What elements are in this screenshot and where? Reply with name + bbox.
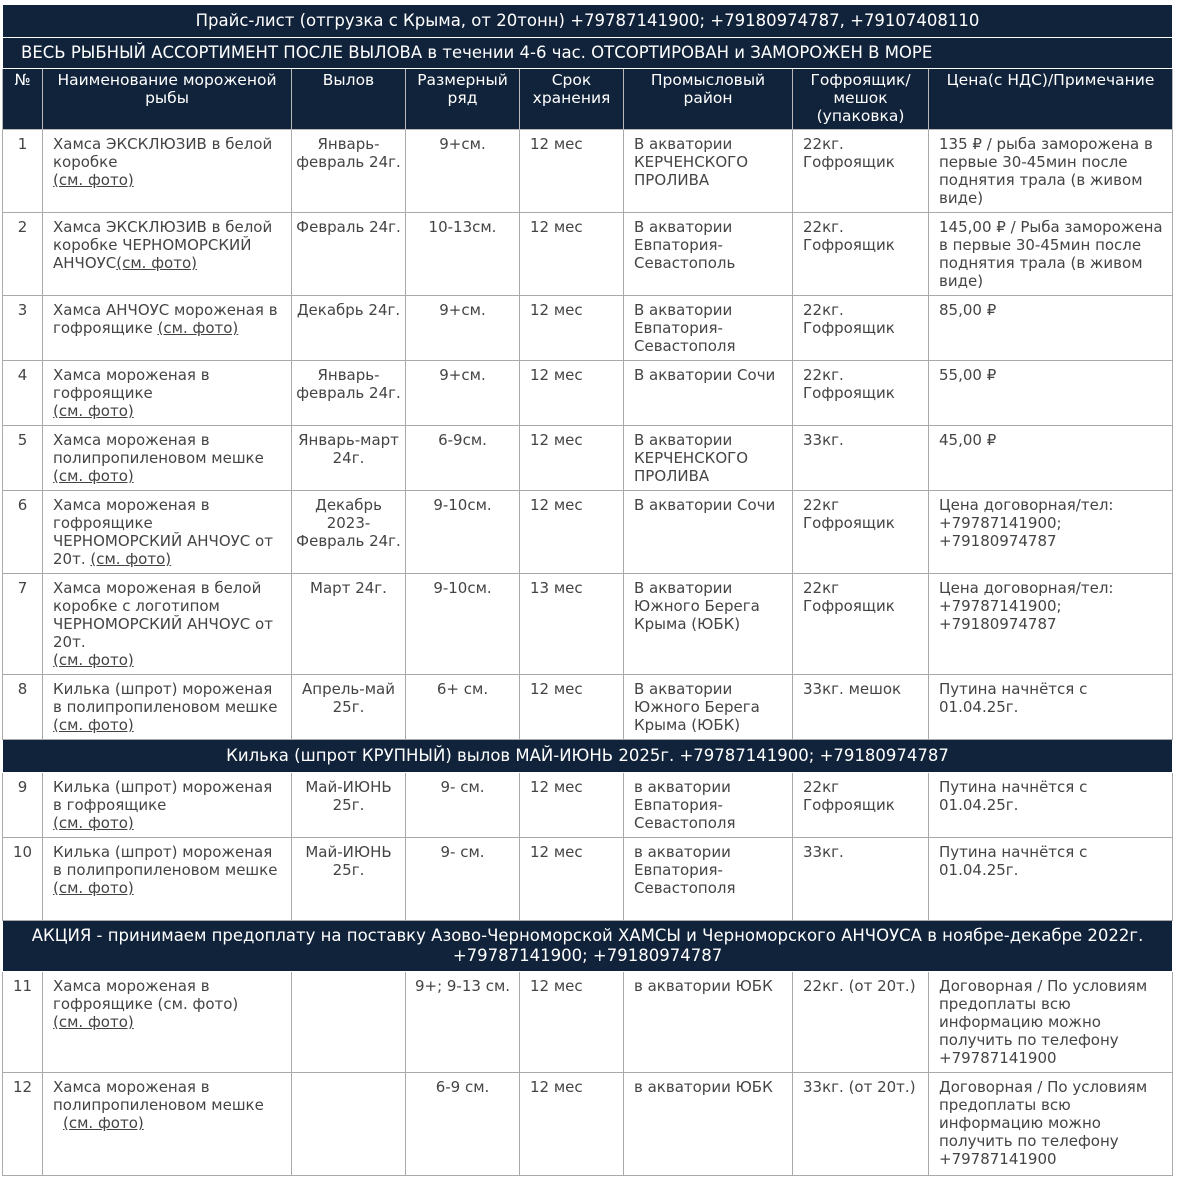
cell-area xyxy=(624,972,793,1073)
cell-price-text: 135 ₽ / рыба заморожена в первые 30-45мин после поднятия трала (в живом виде) xyxy=(939,135,1153,207)
col-header-pack: Гофроящик/ мешок (упаковка) xyxy=(793,69,929,130)
cell-catch-text: Январь-февраль 24г. xyxy=(296,366,401,402)
cell-num-text: 1 xyxy=(17,135,28,153)
cell-num-text: 6 xyxy=(17,496,28,514)
cell-num xyxy=(3,773,43,838)
cell-area-text: В акватории Южного Берега Крыма (ЮБК) xyxy=(634,579,760,633)
cell-size-text: 9+см. xyxy=(439,135,486,153)
cell-num-text: 7 xyxy=(17,579,28,597)
cell-area-text: В акватории Сочи xyxy=(634,366,776,384)
cell-num-text: 11 xyxy=(12,977,33,995)
table-row xyxy=(3,296,1173,361)
cell-price-text: 45,00 ₽ xyxy=(939,431,997,449)
cell-num xyxy=(3,426,43,491)
cell-price-text: Путина начнётся с 01.04.25г. xyxy=(939,778,1088,814)
cell-num xyxy=(3,838,43,921)
cell-catch xyxy=(292,675,406,740)
table-row xyxy=(3,213,1173,296)
title-row xyxy=(3,5,1173,38)
cell-catch-text: Май-ИЮНЬ 25г. xyxy=(305,843,392,879)
cell-catch-text: Февраль 24г. xyxy=(296,218,401,236)
cell-size-text: 9-10см. xyxy=(433,496,492,514)
cell-name-text: Хамса мороженая в белой коробке с логотипом ЧЕРНОМОРСКИЙ АНЧОУС от 20т. xyxy=(53,579,273,651)
cell-catch xyxy=(292,972,406,1073)
section-sprat-title: Килька (шпрот КРУПНЫЙ) вылов МАЙ-ИЮНЬ 2025г. +79787141900; +79180974787 xyxy=(3,740,1173,773)
col-header-name: Наименование мороженой рыбы xyxy=(43,69,292,130)
cell-shelf-text: 12 мес xyxy=(530,431,583,449)
cell-area xyxy=(624,491,793,574)
cell-name-text: Килька (шпрот) мороженая в полипропиленовом мешке xyxy=(53,680,278,716)
photo-link[interactable]: (см. фото) xyxy=(53,402,134,420)
cell-name xyxy=(43,773,292,838)
cell-price-text: Цена договорная/тел: +79787141900; +79180974787 xyxy=(939,496,1114,550)
cell-size-text: 9+см. xyxy=(439,301,486,319)
section-promo-rows xyxy=(3,972,1173,1176)
cell-size-text: 6+ см. xyxy=(436,680,489,698)
cell-num xyxy=(3,361,43,426)
cell-area xyxy=(624,838,793,921)
cell-size xyxy=(406,675,520,740)
cell-name-text: Хамса ЭКСКЛЮЗИВ в белой коробке ЧЕРНОМОРСКИЙ АНЧОУС xyxy=(53,218,273,272)
cell-num-text: 8 xyxy=(17,680,28,698)
cell-area-text: в акватории Евпатория-Севастополя xyxy=(634,843,736,897)
cell-area xyxy=(624,361,793,426)
cell-pack xyxy=(793,491,929,574)
cell-num xyxy=(3,675,43,740)
cell-shelf xyxy=(520,1073,624,1176)
cell-size-text: 10-13см. xyxy=(428,218,497,236)
table-row xyxy=(3,773,1173,838)
cell-shelf xyxy=(520,426,624,491)
cell-size-text: 6-9 см. xyxy=(435,1078,490,1096)
cell-catch-text: Апрель-май 25г. xyxy=(302,680,395,716)
cell-size xyxy=(406,361,520,426)
table-row xyxy=(3,1073,1173,1176)
cell-area-text: В акватории Южного Берега Крыма (ЮБК) xyxy=(634,680,760,734)
col-header-size: Размерный ряд xyxy=(406,69,520,130)
cell-pack xyxy=(793,213,929,296)
cell-name xyxy=(43,491,292,574)
cell-catch xyxy=(292,426,406,491)
cell-price xyxy=(929,130,1173,213)
cell-area-text: в акватории Евпатория-Севастополя xyxy=(634,778,736,832)
cell-price xyxy=(929,972,1173,1073)
cell-size xyxy=(406,1073,520,1176)
cell-pack xyxy=(793,972,929,1073)
cell-name xyxy=(43,296,292,361)
photo-link[interactable]: (см. фото) xyxy=(157,319,239,337)
cell-catch-text: Декабрь 2023-Февраль 24г. xyxy=(296,496,401,550)
cell-area xyxy=(624,296,793,361)
page-title: Прайс-лист (отгрузка с Крыма, от 20тонн) +79787141900; +79180974787, +79107408110 xyxy=(3,5,1173,38)
cell-pack xyxy=(793,130,929,213)
cell-shelf xyxy=(520,574,624,675)
cell-name xyxy=(43,838,292,921)
cell-price xyxy=(929,296,1173,361)
col-header-price: Цена(с НДС)/Примечание xyxy=(929,69,1173,130)
cell-name xyxy=(43,361,292,426)
cell-size xyxy=(406,838,520,921)
cell-catch xyxy=(292,838,406,921)
cell-name-text: Хамса АНЧОУС мороженая в гофроящике xyxy=(53,301,278,337)
cell-shelf xyxy=(520,491,624,574)
cell-num xyxy=(3,574,43,675)
cell-price xyxy=(929,773,1173,838)
cell-shelf xyxy=(520,773,624,838)
cell-num-text: 9 xyxy=(17,778,28,796)
cell-price-text: 85,00 ₽ xyxy=(939,301,997,319)
cell-area xyxy=(624,213,793,296)
cell-pack-text: 33кг. (от 20т.) xyxy=(803,1078,916,1096)
cell-area-text: в акватории ЮБК xyxy=(634,1078,773,1096)
cell-pack-text: 22кг Гофроящик xyxy=(803,579,895,615)
cell-name xyxy=(43,972,292,1073)
cell-size xyxy=(406,296,520,361)
col-header-shelf: Срок хранения xyxy=(520,69,624,130)
cell-price-text: Договорная / По условиям предоплаты всю информацию можно получить по телефону +79787141900 xyxy=(939,977,1148,1067)
cell-price-text: Цена договорная/тел: +79787141900; +79180974787 xyxy=(939,579,1114,633)
cell-name xyxy=(43,426,292,491)
cell-price-text: Договорная / По условиям предоплаты всю информацию можно получить по телефону +79787141900 xyxy=(939,1078,1148,1168)
cell-name-text: Хамса мороженая в полипропиленовом мешке xyxy=(53,1078,264,1114)
cell-shelf-text: 12 мес xyxy=(530,977,583,995)
cell-price-text: 145,00 ₽ / Рыба заморожена в первые 30-45мин после поднятия трала (в живом виде) xyxy=(939,218,1163,290)
cell-shelf xyxy=(520,972,624,1073)
photo-link[interactable]: (см. фото) xyxy=(116,254,197,272)
cell-pack xyxy=(793,361,929,426)
cell-catch-text: Январь-февраль 24г. xyxy=(296,135,401,171)
cell-pack xyxy=(793,574,929,675)
cell-area xyxy=(624,426,793,491)
price-list-container xyxy=(2,4,1172,1176)
cell-shelf xyxy=(520,130,624,213)
cell-price-text: Путина начнётся с 01.04.25г. xyxy=(939,680,1088,716)
cell-pack-text: 22кг. Гофроящик xyxy=(803,366,895,402)
cell-num-text: 5 xyxy=(17,431,28,449)
cell-name-text: Килька (шпрот) мороженая в полипропиленовом мешке xyxy=(53,843,278,879)
cell-size-text: 9- см. xyxy=(440,843,485,861)
cell-pack-text: 22кг Гофроящик xyxy=(803,778,895,814)
cell-pack-text: 22кг Гофроящик xyxy=(803,496,895,532)
cell-catch xyxy=(292,213,406,296)
cell-catch xyxy=(292,1073,406,1176)
cell-pack-text: 22кг. Гофроящик xyxy=(803,301,895,337)
cell-price xyxy=(929,491,1173,574)
table-row xyxy=(3,491,1173,574)
table-row xyxy=(3,130,1173,213)
photo-link[interactable]: (см. фото) xyxy=(53,1013,134,1031)
cell-size xyxy=(406,491,520,574)
photo-link[interactable]: (см. фото) xyxy=(53,814,134,832)
cell-catch xyxy=(292,130,406,213)
cell-shelf-text: 12 мес xyxy=(530,218,583,236)
cell-shelf xyxy=(520,675,624,740)
cell-price xyxy=(929,213,1173,296)
cell-price xyxy=(929,675,1173,740)
cell-pack xyxy=(793,426,929,491)
cell-area-text: В акватории Сочи xyxy=(634,496,776,514)
cell-area-text: В акватории КЕРЧЕНСКОГО ПРОЛИВА xyxy=(634,431,749,485)
cell-shelf-text: 12 мес xyxy=(530,366,583,384)
cell-catch xyxy=(292,361,406,426)
cell-num xyxy=(3,1073,43,1176)
cell-shelf xyxy=(520,838,624,921)
cell-pack xyxy=(793,675,929,740)
cell-name-text: Хамса мороженая в гофроящике (см. фото) xyxy=(53,977,239,1013)
photo-link[interactable]: (см. фото) xyxy=(53,879,134,897)
cell-shelf xyxy=(520,213,624,296)
cell-catch-text: Январь-март 24г. xyxy=(298,431,399,467)
cell-name-text: Хамса мороженая в гофроящике xyxy=(53,366,210,402)
cell-shelf-text: 12 мес xyxy=(530,843,583,861)
section-sprat-rows xyxy=(3,773,1173,921)
cell-size xyxy=(406,213,520,296)
cell-name-text: Хамса мороженая в полипропиленовом мешке xyxy=(53,431,264,467)
cell-size-text: 9+см. xyxy=(439,366,486,384)
cell-shelf-text: 12 мес xyxy=(530,135,583,153)
cell-size-text: 6-9см. xyxy=(438,431,487,449)
subtitle-row xyxy=(3,38,1173,69)
cell-price-text: 55,00 ₽ xyxy=(939,366,997,384)
col-header-num: № xyxy=(3,69,43,130)
cell-area xyxy=(624,130,793,213)
cell-price xyxy=(929,1073,1173,1176)
cell-size-text: 9+; 9-13 см. xyxy=(414,977,511,995)
cell-catch-text: Май-ИЮНЬ 25г. xyxy=(305,778,392,814)
cell-catch xyxy=(292,773,406,838)
cell-shelf xyxy=(520,296,624,361)
cell-catch xyxy=(292,296,406,361)
section-main-rows xyxy=(3,130,1173,740)
cell-area-text: В акватории КЕРЧЕНСКОГО ПРОЛИВА xyxy=(634,135,749,189)
cell-num xyxy=(3,491,43,574)
cell-pack xyxy=(793,1073,929,1176)
cell-name-text: Хамса ЭКСКЛЮЗИВ в белой коробке xyxy=(53,135,273,171)
photo-link-wrap xyxy=(53,1114,144,1132)
cell-size xyxy=(406,972,520,1073)
cell-shelf-text: 12 мес xyxy=(530,778,583,796)
cell-shelf xyxy=(520,361,624,426)
cell-catch xyxy=(292,491,406,574)
cell-price xyxy=(929,574,1173,675)
cell-area xyxy=(624,773,793,838)
cell-num xyxy=(3,130,43,213)
cell-name-text: Хамса мороженая в гофроящике ЧЕРНОМОРСКИЙ АНЧОУС от 20т. xyxy=(53,496,273,568)
cell-num xyxy=(3,972,43,1073)
cell-price xyxy=(929,838,1173,921)
price-table xyxy=(2,4,1173,1176)
table-row xyxy=(3,574,1173,675)
table-row xyxy=(3,972,1173,1073)
cell-pack xyxy=(793,838,929,921)
cell-name xyxy=(43,675,292,740)
page-subtitle: ВЕСЬ РЫБНЫЙ АССОРТИМЕНТ ПОСЛЕ ВЫЛОВА в течении 4-6 час. ОТСОРТИРОВАН и ЗАМОРОЖЕН В МОРЕ xyxy=(3,38,1173,69)
cell-pack-text: 33кг. мешок xyxy=(803,680,902,698)
col-header-catch: Вылов xyxy=(292,69,406,130)
cell-size-text: 9- см. xyxy=(440,778,485,796)
cell-area-text: В акватории Евпатория-Севастополя xyxy=(634,301,736,355)
photo-link[interactable]: (см. фото) xyxy=(63,1114,144,1132)
table-row xyxy=(3,426,1173,491)
cell-size xyxy=(406,426,520,491)
section-sprat-row xyxy=(3,740,1173,773)
col-header-area: Промысловый район xyxy=(624,69,793,130)
table-row xyxy=(3,361,1173,426)
cell-name xyxy=(43,1073,292,1176)
cell-num-text: 12 xyxy=(12,1078,33,1096)
cell-shelf-text: 12 мес xyxy=(530,1078,583,1096)
cell-num xyxy=(3,213,43,296)
cell-pack-text: 22кг. Гофроящик xyxy=(803,135,895,171)
cell-price-text: Путина начнётся с 01.04.25г. xyxy=(939,843,1088,879)
photo-link[interactable]: (см. фото) xyxy=(53,467,134,485)
photo-link[interactable]: (см. фото) xyxy=(90,550,172,568)
cell-name xyxy=(43,213,292,296)
cell-area xyxy=(624,574,793,675)
photo-link[interactable]: (см. фото) xyxy=(53,651,134,669)
cell-shelf-text: 13 мес xyxy=(530,579,583,597)
cell-pack-text: 33кг. xyxy=(803,843,844,861)
table-row xyxy=(3,838,1173,921)
cell-num-text: 10 xyxy=(12,843,33,861)
cell-area-text: В акватории Евпатория-Севастополь xyxy=(634,218,736,272)
photo-link[interactable]: (см. фото) xyxy=(53,716,134,734)
cell-shelf-text: 12 мес xyxy=(530,301,583,319)
cell-pack xyxy=(793,296,929,361)
cell-num-text: 4 xyxy=(17,366,28,384)
cell-pack-text: 22кг. (от 20т.) xyxy=(803,977,916,995)
cell-area xyxy=(624,1073,793,1176)
cell-catch-text: Декабрь 24г. xyxy=(296,301,401,319)
cell-name xyxy=(43,130,292,213)
cell-pack-text: 22кг. Гофроящик xyxy=(803,218,895,254)
cell-size xyxy=(406,773,520,838)
cell-catch xyxy=(292,574,406,675)
cell-area xyxy=(624,675,793,740)
cell-size xyxy=(406,574,520,675)
cell-num xyxy=(3,296,43,361)
column-header-row xyxy=(3,69,1173,130)
cell-area-text: в акватории ЮБК xyxy=(634,977,773,995)
cell-name xyxy=(43,574,292,675)
cell-pack xyxy=(793,773,929,838)
section-promo-row xyxy=(3,921,1173,972)
table-row xyxy=(3,675,1173,740)
cell-num-text: 3 xyxy=(17,301,28,319)
photo-link[interactable]: (см. фото) xyxy=(53,171,134,189)
cell-shelf-text: 12 мес xyxy=(530,680,583,698)
cell-price xyxy=(929,361,1173,426)
cell-catch-text: Март 24г. xyxy=(310,579,387,597)
cell-pack-text: 33кг. xyxy=(803,431,844,449)
cell-price xyxy=(929,426,1173,491)
cell-name-text: Килька (шпрот) мороженая в гофроящике xyxy=(53,778,273,814)
cell-shelf-text: 12 мес xyxy=(530,496,583,514)
cell-num-text: 2 xyxy=(17,218,28,236)
cell-size xyxy=(406,130,520,213)
cell-size-text: 9-10см. xyxy=(433,579,492,597)
section-promo-title: АКЦИЯ - принимаем предоплату на поставку Азово-Черноморской ХАМСЫ и Черноморского АНЧОУСА в ноябре-декабре 2022г. +79787141900; +79180974787 xyxy=(3,921,1173,972)
